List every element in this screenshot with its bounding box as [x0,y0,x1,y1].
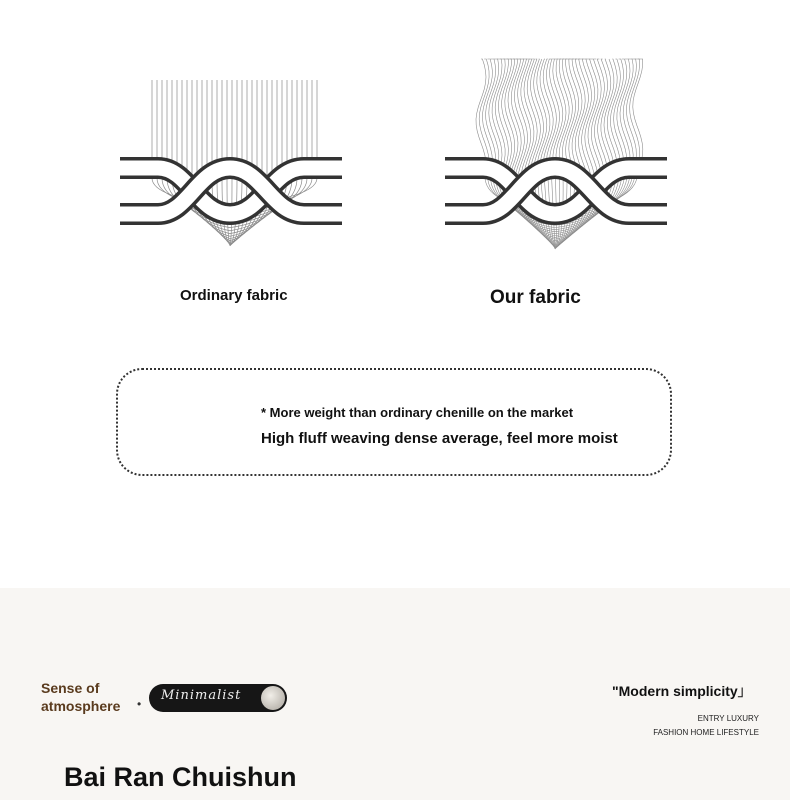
bullet-dot: • [137,697,142,711]
feature-note-line-1: * More weight than ordinary chenille on the market [261,405,574,420]
our-fabric-label: Our fabric [490,287,581,308]
brand-name: Bai Ran Chuishun [64,762,297,792]
ordinary-fabric-illustration [118,78,348,250]
feature-note-box [116,368,672,476]
sense-line-1: Sense of [41,680,100,696]
minimalist-badge [149,684,287,712]
sense-of-atmosphere-label [41,679,120,715]
our-fabric-illustration [443,55,673,250]
fashion-home-lifestyle-tagline: FASHION HOME LIFESTYLE [653,728,759,737]
entry-luxury-tagline: ENTRY LUXURY [697,714,759,723]
minimalist-script-text: Minimalist [161,688,242,703]
modern-simplicity-quote: "Modern simplicity」 [612,683,752,699]
ordinary-fabric-label: Ordinary fabric [180,287,288,304]
braid-shape [120,168,342,214]
badge-thumbnail [261,686,285,710]
feature-note-line-2: High fluff weaving dense average, feel more moist [261,430,618,447]
sense-line-2: atmosphere [41,698,121,714]
